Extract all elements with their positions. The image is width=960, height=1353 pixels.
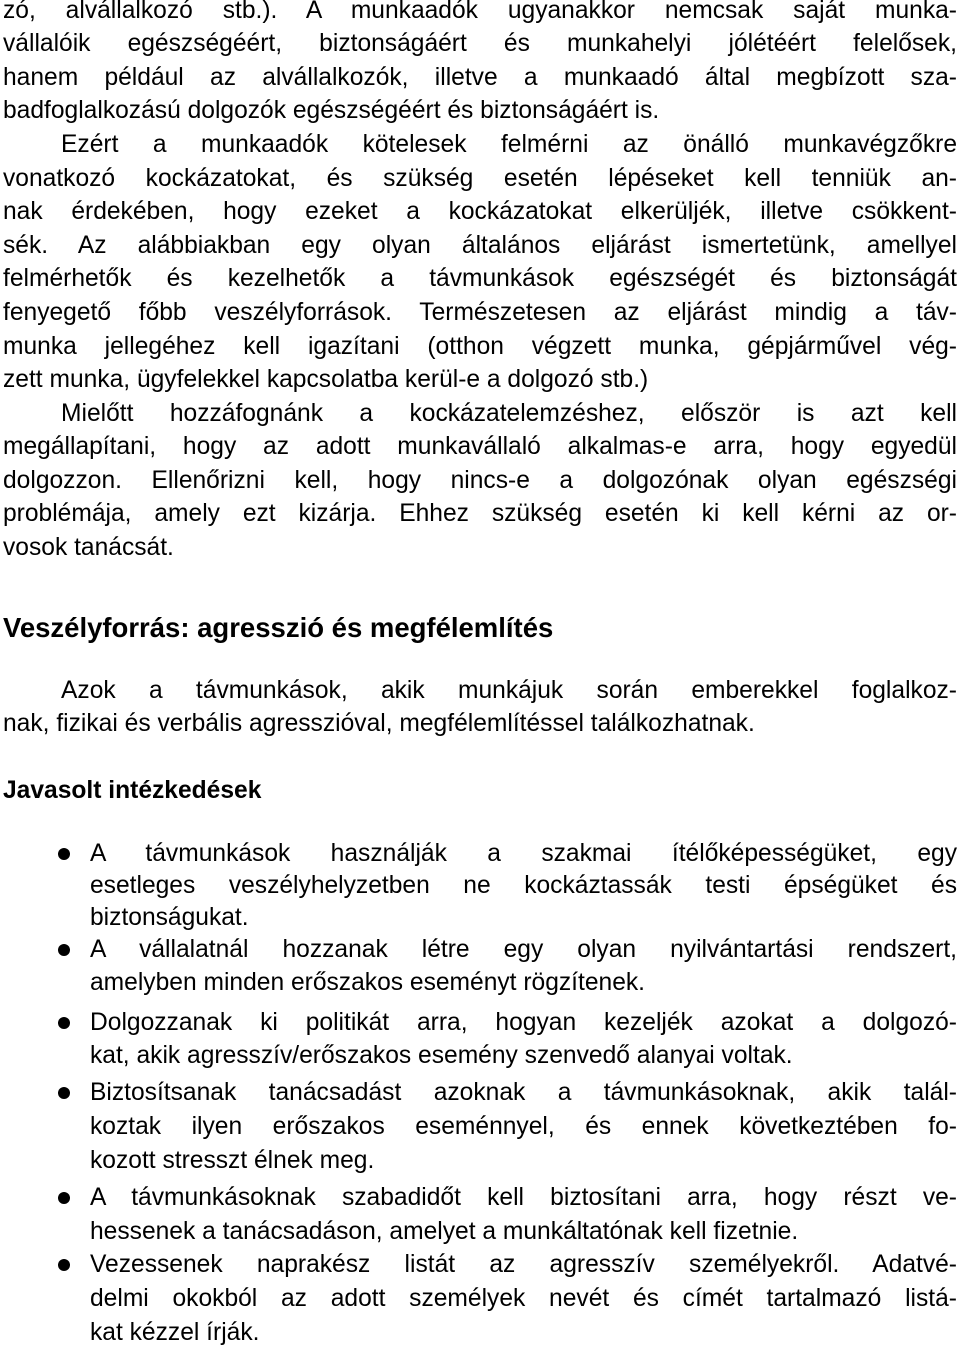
text-line: Biztosítsanak tanácsadást azoknak a távmunkásoknak, akik talál- — [90, 1079, 957, 1106]
bullet-icon — [58, 848, 70, 860]
text-line: fenyegető főbb veszélyforrások. Természetesen az eljárást mindig a táv- — [3, 299, 957, 326]
bullet-icon — [58, 1192, 70, 1204]
text-line: A távmunkásoknak szabadidőt kell biztosítani arra, hogy részt ve- — [90, 1184, 957, 1211]
bullet-icon — [58, 1259, 70, 1271]
text-line: sék. Az alábbiakban egy olyan általános eljárást ismertetünk, amellyel — [3, 232, 957, 259]
text-line: nak érdekében, hogy ezeket a kockázatokat elkerüljék, illetve csökkent- — [3, 198, 957, 225]
text-line: A vállalatnál hozzanak létre egy olyan nyilvántartási rendszert, — [90, 936, 957, 963]
text-line: A távmunkások használják a szakmai ítélőképességüket, egy — [90, 840, 957, 867]
text-line: vállalóik egészségéért, biztonságáért és munkahelyi jólétéért felelősek, — [3, 30, 957, 57]
measures-heading: Javasolt intézkedések — [3, 777, 262, 804]
text-line: felmérhetők és kezelhetők a távmunkások egészségét és biztonságát — [3, 265, 957, 292]
text-line: hanem például az alvállalkozók, illetve a munkaadó által megbízott sza- — [3, 64, 957, 91]
text-line: dolgozzon. Ellenőrizni kell, hogy nincs-e a dolgozónak olyan egészségi — [3, 467, 957, 494]
text-line: Mielőtt hozzáfognánk a kockázatelemzéshez, először is azt kell — [61, 400, 957, 427]
text-line: esetleges veszélyhelyzetben ne kockáztassák testi épségüket és — [90, 872, 957, 899]
text-line: Dolgozzanak ki politikát arra, hogyan kezeljék azokat a dolgozó- — [90, 1009, 957, 1036]
text-line: Azok a távmunkások, akik munkájuk során emberekkel foglalkoz- — [61, 677, 957, 704]
text-line: kat kézzel írják. — [90, 1319, 260, 1346]
text-line: nak, fizikai és verbális agresszióval, megfélemlítéssel találkozhatnak. — [3, 710, 755, 737]
text-line: Ezért a munkaadók kötelesek felmérni az önálló munkavégzőkre — [61, 131, 957, 158]
text-line: vonatkozó kockázatokat, és szükség esetén lépéseket kell tenniük an- — [3, 165, 957, 192]
text-line: munka jellegéhez kell igazítani (otthon végzett munka, gépjárművel vég- — [3, 333, 957, 360]
text-line: biztonságukat. — [90, 904, 249, 931]
text-line: Vezessenek naprakész listát az agresszív személyekről. Adatvé- — [90, 1251, 957, 1278]
text-line: hessenek a tanácsadáson, amelyet a munkáltatónak kell fizetnie. — [90, 1218, 799, 1245]
text-line: badfoglalkozású dolgozók egészségéért és biztonságáért is. — [3, 97, 660, 124]
text-line: koztak ilyen erőszakos eseménnyel, és ennek következtében fo- — [90, 1113, 957, 1140]
text-line: kat, akik agresszív/erőszakos esemény szenvedő alanyai voltak. — [90, 1042, 793, 1069]
text-line: megállapítani, hogy az adott munkavállaló alkalmas-e arra, hogy egyedül — [3, 433, 957, 460]
text-line: delmi okokból az adott személyek nevét és címét tartalmazó listá- — [90, 1285, 957, 1312]
text-line: zett munka, ügyfelekkel kapcsolatba kerül-e a dolgozó stb.) — [3, 366, 649, 393]
text-line: kozott stresszt élnek meg. — [90, 1147, 375, 1174]
text-line: zó, alvállalkozó stb.). A munkaadók ugyanakkor nemcsak saját munka- — [3, 0, 957, 24]
bullet-icon — [58, 1017, 70, 1029]
text-line: amelyben minden erőszakos eseményt rögzítenek. — [90, 969, 646, 996]
bullet-icon — [58, 944, 70, 956]
text-line: vosok tanácsát. — [3, 534, 174, 561]
section-heading: Veszélyforrás: agresszió és megfélemlítés — [3, 612, 554, 643]
bullet-icon — [58, 1087, 70, 1099]
text-line: problémája, amely ezt kizárja. Ehhez szükség esetén ki kell kérni az or- — [3, 500, 957, 527]
